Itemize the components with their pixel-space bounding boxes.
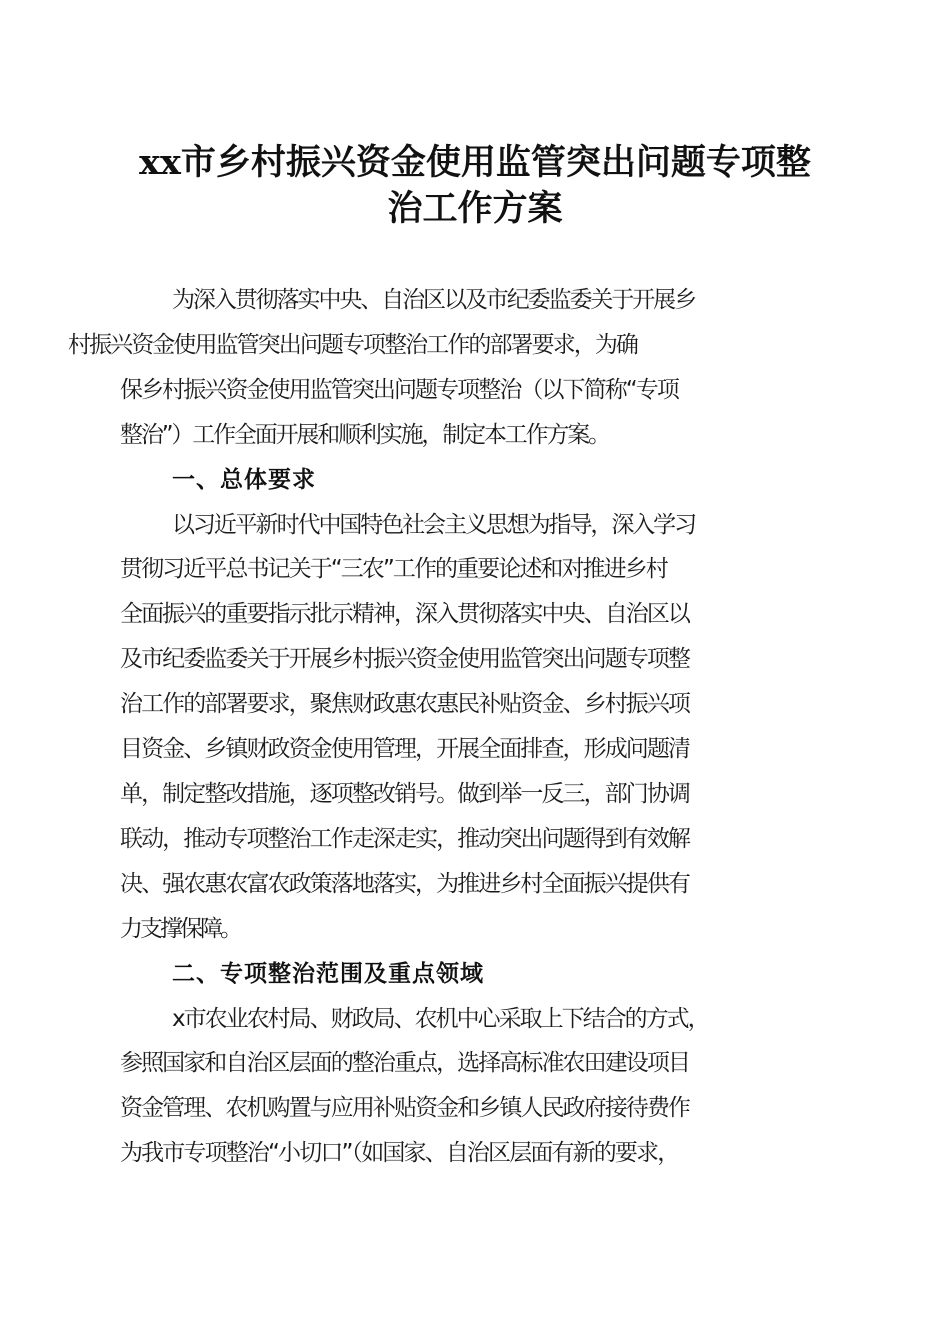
section-1-paragraph xyxy=(120,503,832,952)
text-line: 力支撑保障。 xyxy=(120,915,240,942)
document-body xyxy=(68,278,832,1176)
section-heading-2: 二、专项整治范围及重点领域 xyxy=(172,960,484,987)
text-line: x市农业农村局、财政局、农机中心采取上下结合的方式， xyxy=(172,1005,709,1032)
text-line: 决、强农惠农富农政策落地落实，为推进乡村全面振兴提供有 xyxy=(120,870,690,897)
section-heading-1: 一、总体要求 xyxy=(172,466,316,493)
text-line: 为深入贯彻落实中央、自治区以及市纪委监委关于开展乡 xyxy=(172,287,696,313)
title-line-2: 治工作方案 xyxy=(387,188,563,229)
text-line: 参照国家和自治区层面的整治重点，选择高标准农田建设项目 xyxy=(120,1050,690,1077)
title-line-1: xx市乡村振兴资金使用监管突出问题专项整 xyxy=(139,142,811,183)
section-2-paragraph xyxy=(120,997,832,1177)
text-line: 为我市专项整治“小切口”（如国家、自治区层面有新的要求， xyxy=(120,1140,679,1167)
text-line: 治工作的部署要求，聚焦财政惠农惠民补贴资金、乡村振兴项 xyxy=(120,691,690,718)
text-line: 资金管理、农机购置与应用补贴资金和乡镇人民政府接待费作 xyxy=(120,1095,690,1122)
text-line: 全面振兴的重要指示批示精神，深入贯彻落实中央、自治区以 xyxy=(120,601,690,628)
text-line: 目资金、乡镇财政资金使用管理，开展全面排查，形成问题清 xyxy=(120,736,690,763)
intro-paragraph xyxy=(68,278,832,458)
text-line: 以习近平新时代中国特色社会主义思想为指导，深入学习 xyxy=(172,511,696,538)
text-line: 联动，推动专项整治工作走深走实，推动突出问题得到有效解 xyxy=(120,825,690,852)
text-line: 保乡村振兴资金使用监管突出问题专项整治（以下简称“专项 xyxy=(120,376,678,403)
text-line: 及市纪委监委关于开展乡村振兴资金使用监管突出问题专项整 xyxy=(120,646,690,673)
text-line: 村振兴资金使用监管突出问题专项整治工作的部署要求，为确 xyxy=(68,331,638,358)
document-title xyxy=(100,140,850,232)
text-line: 单，制定整改措施，逐项整改销号。做到举一反三，部门协调 xyxy=(120,780,690,807)
text-line: 贯彻习近平总书记关于“三农”工作的重要论述和对推进乡村 xyxy=(120,556,667,583)
text-line: 整治”）工作全面开展和顺利实施，制定本工作方案。 xyxy=(120,421,609,448)
